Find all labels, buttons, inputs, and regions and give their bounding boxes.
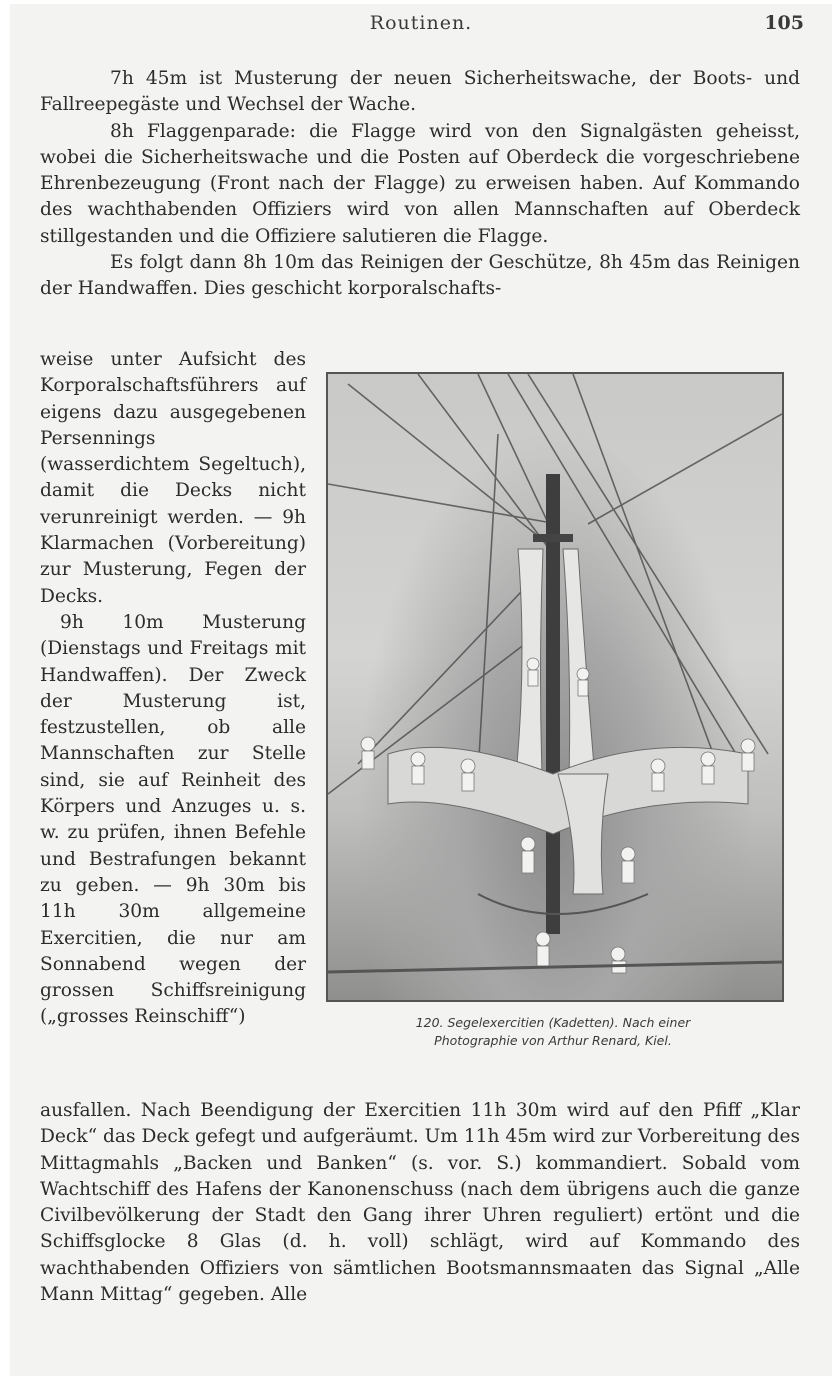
caption-line-2: Photographie von Arthur Renard, Kiel. bbox=[434, 1033, 672, 1048]
book-page bbox=[10, 4, 832, 1376]
paragraph-persennings: weise unter Aufsicht des Korporalschaftsführers auf eigens dazu ausgegebenen Persennings (wasserdichtem Segeltuch), damit die Decks nicht verunreinigt werden. — 9h Klarmachen (Vorbereitung) zur Musterung, Fegen der Decks. bbox=[40, 349, 306, 607]
paragraph-musterung: 9h 10m Musterung (Dienstags und Freitags mit Handwaffen). Der Zweck der Musterung ist, festzustellen, ob alle Mannschaften zur Stelle sind, sie auf Reinheit des Körpers und Anzuges u. s. w. zu prüfen, ihnen Befehle und Bestrafungen bekannt zu geben. — 9h 30m bis 11h 30m allgemeine Exercitien, die nur am Sonnabend wegen der grossen Schiffsreinigung („grosses Reinschiff“) bbox=[40, 611, 306, 1028]
paragraph-flaggenparade: 8h Flaggenparade: die Flagge wird von den Signalgästen geheisst, wobei die Sicherheitswache und die Posten auf Oberdeck die vorgeschriebene Ehrenbezeugung (Front nach der Flagge) zu erweisen haben. Auf Kommando des wachthabenden Offiziers wird von allen Mannschaften auf Oberdeck stillgestanden und die Offiziere salutieren die Flagge. bbox=[40, 120, 800, 247]
ship-rigging-illustration bbox=[328, 374, 782, 1000]
photograph-sail-exercise bbox=[326, 372, 784, 1002]
running-header bbox=[10, 12, 832, 42]
running-title: Routinen. bbox=[369, 12, 473, 34]
closing-text bbox=[40, 1098, 800, 1308]
caption-line-1: 120. Segelexercitien (Kadetten). Nach einer bbox=[415, 1015, 691, 1030]
paragraph-mittag: ausfallen. Nach Beendigung der Exercitien 11h 30m wird auf den Pfiff „Klar Deck“ das Deck gefegt und aufgeräumt. Um 11h 45m wird zur Vorbereitung des Mittagmahls „Backen und Banken“ (s. vor. S.) kommandiert. Sobald vom Wachtschiff des Hafens der Kanonenschuss (nach dem übrigens auch die ganze Civilbevölkerung der Stadt den Gang ihrer Uhren reguliert) ertönt und die Schiffsglocke 8 Glas (d. h. voll) schlägt, wird auf Kommando des wachthabenden Offiziers von sämtlichen Bootsmannsmaaten das Signal „Alle Mann Mittag“ gegeben. Alle bbox=[40, 1100, 800, 1306]
intro-text bbox=[40, 66, 800, 303]
figure-caption bbox=[326, 1014, 780, 1050]
paragraph-wache: 7h 45m ist Musterung der neuen Sicherheitswache, der Boots- und Fallreepegäste und Wechsel der Wache. bbox=[40, 68, 800, 116]
paragraph-reinigen: Es folgt dann 8h 10m das Reinigen der Geschütze, 8h 45m das Reinigen der Handwaffen. Dies geschicht korporalschafts- bbox=[40, 252, 800, 300]
left-column-text bbox=[40, 347, 306, 1031]
page-number: 105 bbox=[764, 12, 804, 34]
